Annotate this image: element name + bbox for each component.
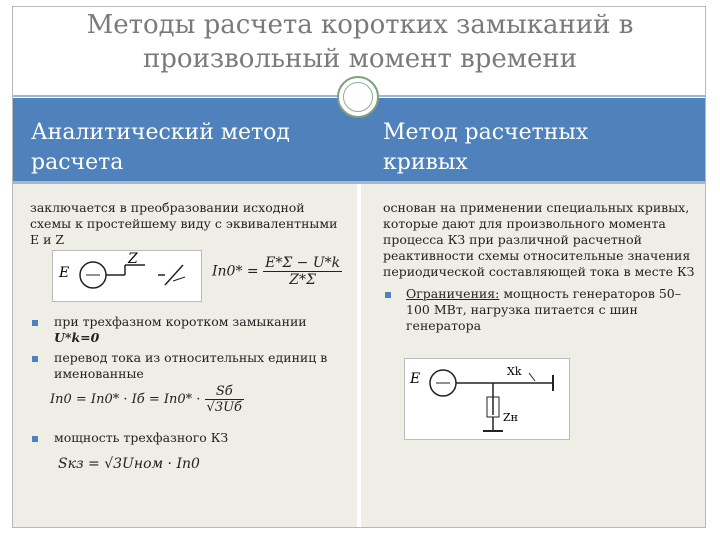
left-intro-text: заключается в преобразовании исходной схемы к простейшему виду с эквивалентными Е и Z: [30, 200, 338, 247]
left-column-heading: Аналитический метод расчета: [31, 120, 290, 175]
formula-current-named: Iп0 = Iп0* · Iб = Iп0* · $\frac{Sб}{√3Uб}$: [50, 384, 242, 415]
bullet-short-circuit-power: мощность трехфазного КЗ: [54, 430, 229, 445]
formula-short-circuit-power: Sкз = √3Uном · Iп0: [58, 456, 200, 472]
circuit-z-label: Z: [128, 251, 138, 267]
circuit-xk-label: Xk: [507, 365, 522, 378]
bullet-icon: [32, 320, 38, 326]
bullet-unit-conversion: перевод тока из относительных единиц в именованные: [54, 350, 328, 381]
equivalent-circuit-diagram: [52, 250, 202, 302]
slide-title: [20, 8, 700, 76]
bullet-limitations: Ограничения: мощность генераторов 50–100 МВт, нагрузка питается с шин генератора: [406, 286, 682, 333]
title-line-1: Методы расчета коротких замыканий в: [86, 10, 634, 40]
decorative-circle-icon: [337, 76, 379, 118]
circuit-e-label: E: [410, 371, 421, 387]
right-intro-text: основан на применении специальных кривых, которые дают для произвольного момента процесса КЗ при различной расчетной реактивности схемы относительные значения периодической составляющей тока в месте КЗ: [383, 200, 695, 279]
bullet-icon: [32, 436, 38, 442]
bullet-icon: [32, 356, 38, 362]
title-line-2: произвольный момент времени: [142, 44, 578, 74]
circuit-zh-label: Zн: [503, 411, 518, 424]
generator-circuit-diagram: [404, 358, 570, 440]
formula-current-relative: Iп0* = $\frac{E*\Sigma - U*k}{Z*\Sigma}$: [212, 255, 341, 288]
circuit-e-label: E: [59, 265, 70, 281]
bullet-icon: [385, 292, 391, 298]
bullet-three-phase: при трехфазном коротком замыкании U*k=0: [54, 314, 307, 345]
right-column-heading: Метод расчетных кривых: [383, 120, 589, 175]
